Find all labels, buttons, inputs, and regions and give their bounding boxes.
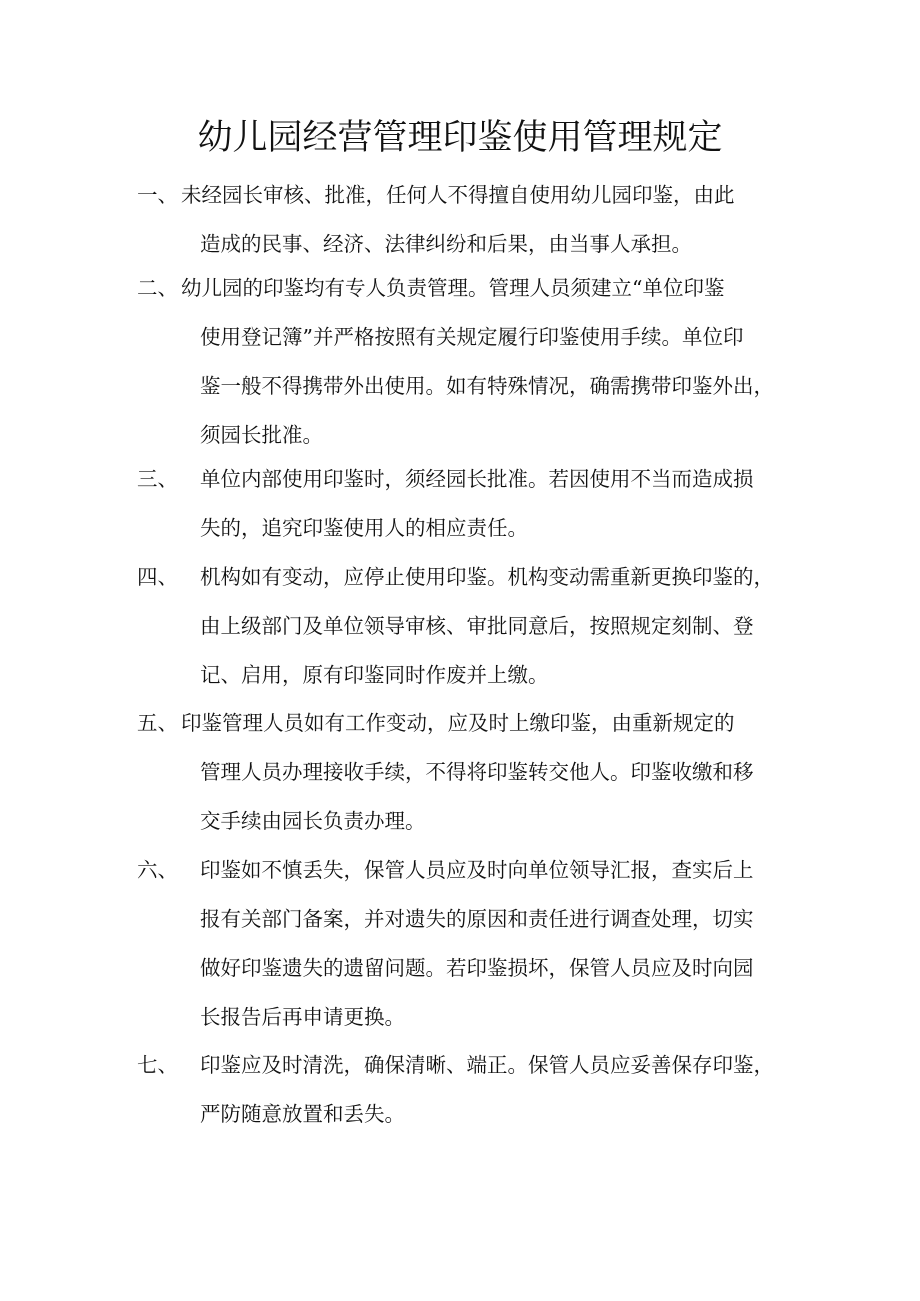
clause-2	[137, 264, 777, 460]
clause-text: 须园长批准。	[200, 423, 323, 447]
clause-text: 使用登记簿”并严格按照有关规定履行印鉴使用手续。单位印	[200, 325, 744, 349]
clause-text: 管理人员办理接收手续，不得将印鉴转交他人。印鉴收缴和移	[200, 760, 754, 784]
clause-line	[137, 411, 777, 460]
clause-1	[137, 171, 777, 269]
clause-text: 失的，追究印鉴使用人的相应责任。	[200, 516, 528, 540]
clause-text: 印鉴应及时清洗，确保清晰、端正。保管人员应妥善保存印鉴，	[200, 1053, 774, 1077]
clause-line	[137, 602, 777, 651]
clause-text: 未经园长审核、批准，任何人不得擅自使用幼儿园印鉴，由此	[181, 183, 735, 207]
clause-5	[137, 699, 777, 846]
clause-6	[137, 846, 777, 1042]
clause-line	[137, 699, 777, 748]
clause-number: 七、	[137, 1053, 178, 1077]
clause-number: 四、	[137, 565, 178, 589]
clause-line	[137, 504, 777, 553]
clause-line	[137, 651, 777, 700]
clause-text: 造成的民事、经济、法律纠纷和后果，由当事人承担。	[200, 232, 692, 256]
clause-text: 印鉴管理人员如有工作变动，应及时上缴印鉴，由重新规定的	[181, 711, 735, 735]
clause-text: 单位内部使用印鉴时，须经园长批准。若因使用不当而造成损	[200, 467, 754, 491]
clause-text: 由上级部门及单位领导审核、审批同意后，按照规定刻制、登	[200, 614, 754, 638]
clause-text: 严防随意放置和丢失。	[200, 1102, 405, 1126]
clause-line	[137, 1041, 777, 1090]
clause-line	[137, 553, 777, 602]
clause-line	[137, 1090, 777, 1139]
clause-line	[137, 797, 777, 846]
document-title: 幼儿园经营管理印鉴使用管理规定	[197, 118, 723, 158]
clause-line	[137, 895, 777, 944]
clause-text: 做好印鉴遗失的遗留问题。若印鉴损坏，保管人员应及时向园	[200, 956, 754, 980]
clause-text: 报有关部门备案，并对遗失的原因和责任进行调查处理，切实	[200, 907, 754, 931]
clause-text: 机构如有变动，应停止使用印鉴。机构变动需重新更换印鉴的，	[200, 565, 774, 589]
clause-text: 鉴一般不得携带外出使用。如有特殊情况，确需携带印鉴外出，	[200, 374, 774, 398]
clause-7	[137, 1041, 777, 1139]
clause-line	[137, 944, 777, 993]
clause-4	[137, 553, 777, 700]
clause-line	[137, 264, 777, 313]
clause-number: 三、	[137, 467, 178, 491]
clause-text: 幼儿园的印鉴均有专人负责管理。管理人员须建立“单位印鉴	[181, 276, 725, 300]
clause-line	[137, 362, 777, 411]
clause-line	[137, 313, 777, 362]
clause-text: 长报告后再申请更换。	[200, 1005, 405, 1029]
clause-text: 交手续由园长负责办理。	[200, 809, 426, 833]
clause-line	[137, 171, 777, 220]
clause-line	[137, 455, 777, 504]
clause-line	[137, 748, 777, 797]
clause-number: 六、	[137, 858, 178, 882]
clause-line	[137, 846, 777, 895]
clause-number: 一、	[137, 183, 178, 207]
clause-number: 二、	[137, 276, 178, 300]
clause-text: 记、启用，原有印鉴同时作废并上缴。	[200, 663, 549, 687]
clause-line	[137, 220, 777, 269]
clause-text: 印鉴如不慎丢失，保管人员应及时向单位领导汇报，查实后上	[200, 858, 754, 882]
clause-number: 五、	[137, 711, 178, 735]
clause-line	[137, 993, 777, 1042]
clause-3	[137, 455, 777, 553]
